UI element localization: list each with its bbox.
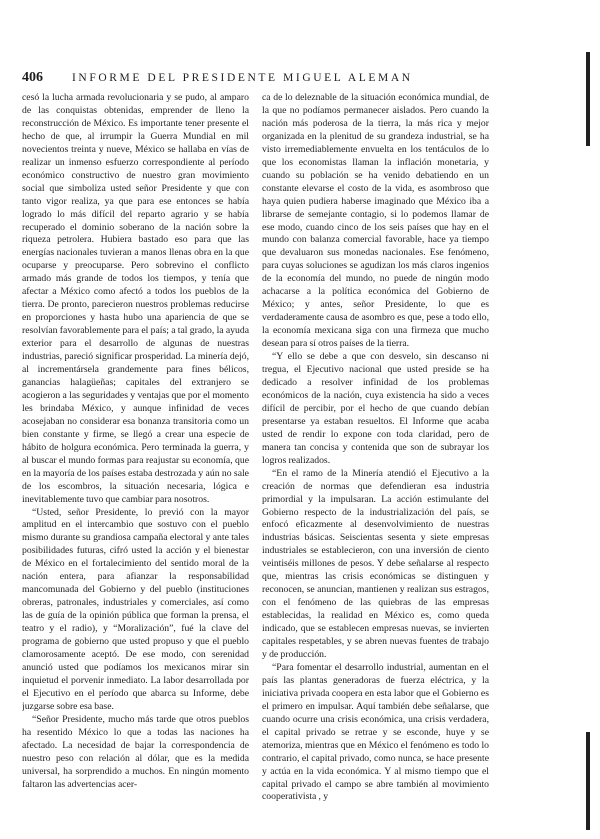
right-paragraph-4: “Para fomentar el desarrollo industrial, aumentan en el país las plantas generadoras de fuerza eléctrica, y la iniciativa privada coopera en esta labor que el Gobierno es el primero en impulsar. Aquí también debe señalarse, que cuando ocurre una crisis económica, una crisis verdadera, el capital privado se retrae y se esconde, huye y se atemoriza, mientras que en México el fenómeno es todo lo contrario, el capital privado, como nunca, se hace presente y actúa en la vida económica. Y al mismo tiempo que el capital privado el campo se abre también al movimiento cooperativista , y xyxy=(262,661,489,803)
right-paragraph-3: “En el ramo de la Minería atendió el Ejecutivo a la creación de normas que defendieran esa industria primordial y la impulsaran. La acción estimulante del Gobierno respecto de la industrialización del país, se enfocó eficazmente al desenvolvimiento de nuestras industrias básicas. Seiscientas sesenta y siete empresas industriales se establecieron, con una inversión de ciento veintiséis millones de pesos. Y debe señalarse al respecto que, mientras las crisis económicas se distinguen y reconocen, se anuncian, mantienen y realizan sus estragos, con el fenómeno de las quiebras de las empresas establecidas, la realidad en México es, como queda indicado, que se establecen empresas nuevas, se invierten capitales respetables, y se abren nuevas fuentes de trabajo y de producción. xyxy=(262,467,489,660)
right-column xyxy=(262,92,489,834)
scan-binding-edge xyxy=(586,52,590,146)
scan-binding-edge-lower xyxy=(586,732,590,830)
page-number: 406 xyxy=(22,70,43,85)
right-paragraph-1: ca de lo deleznable de la situación económica mundial, de la que no podíamos permanecer aislados. Pero cuando la nación más poderosa de la tierra, la más rica y mejor organizada en la plenitud de su grandeza industrial, se ha visto irremediablemente envuelta en los tentáculos de lo que los economistas llaman la inflación monetaria, y cuando su población se ha venido debatiendo en un constante elevarse el costo de la vida, es asombroso que haya quien pudiera haberse imaginado que México iba a librarse de semejante contagio, si lo podemos llamar de ese modo, cuando cinco de los seis países que hay en el mundo con balanza comercial favorable, hace ya tiempo que devaluaron sus monedas nacionales. Ese fenómeno, para cuyas soluciones se agudizan los más claros ingenios de la economía del mundo, no puede de ningún modo achacarse a la política económica del Gobierno de México; y antes, señor Presidente, lo que es verdaderamente causa de asombro es que, pese a todo ello, la economía mexicana siga con una firmeza que mucho desean para sí otros países de la tierra. xyxy=(262,92,489,350)
left-paragraph-1: cesó la lucha armada revolucionaria y se pudo, al amparo de las conquistas obtenidas, emprender de lleno la reconstrucción de México. Es importante tener presente el hecho de que, al irrumpir la Guerra Mundial en mil novecientos treinta y nueve, México se hallaba en vías de realizar un inmenso esfuerzo correspondiente al período económico constructivo de nuestro gran movimiento social que simboliza usted señor Presidente y que con tanto vigor realiza, ya que para ese entonces se había logrado lo más difícil del reparto agrario y se había recuperado el dominio soberano de la nación sobre la riqueza petrolera. Hubiera bastado eso para que las energías nacionales tuvieran a manos llenas obra en la que ocuparse y preocuparse. Pero sobrevino el conflicto armado más grande de todos los tiempos, y tenía que afectar a México como afectó a todos los pueblos de la tierra. De pronto, parecieron nuestros problemas reducirse en proporciones y hasta hubo una apariencia de que se resolvían favorablemente para el país; a tal grado, la ayuda exterior para el desarrollo de algunas de nuestras industrias, pareció significar prosperidad. La minería dejó, al incrementársela grandemente para fines bélicos, ganancias halagüeñas; capitales del extranjero se acogieron a las seguridades y ventajas que por el momento les brindaba México, y aunque infinidad de veces acosejaban no considerar esa bonanza transitoria como un bien constante y firme, se llegó a crear una especie de hábito de holgura económica. Pero terminada la guerra, y al buscar el mundo formas para reajustar su economía, que en la mayoría de los países estaba destrozada y aún no sale de los escombros, la situación necesaria, lógica e inevitablemente tuvo que cambiar para nosotros. xyxy=(22,92,249,505)
left-paragraph-3: “Señor Presidente, mucho más tarde que otros pueblos ha resentido México lo que a todas las naciones ha afectado. La necesidad de bajar la correspondencia de nuestro peso con relación al dólar, que es la medida universal, ha sorprendido a muchos. En ningún momento faltaron las advertencias acer- xyxy=(22,713,249,790)
left-paragraph-2: “Usted, señor Presidente, lo previó con la mayor amplitud en el intercambio que sostuvo con el pueblo mismo durante su grandiosa campaña electoral y ante tales posibilidades futuras, cifró usted la acción y el bienestar de México en el fortalecimiento del sentido moral de la nación entera, para afianzar la responsabilidad mancomunada del Gobierno y del pueblo (instituciones obreras, patronales, industriales y comerciales, así como las de guía de la opinión pública que forman la prensa, el teatro y el radio), y “Moralización”, fué la clave del programa de gobierno que usted propuso y que el pueblo clamorosamente aceptó. De ese modo, con serenidad anunció usted que podíamos los mexicanos mirar sin inquietud el porvenir inmediato. La labor desarrollada por el Ejecutivo en el período que abarca su Informe, debe juzgarse sobre esa base. xyxy=(22,506,249,712)
left-column xyxy=(22,92,249,834)
page-header xyxy=(22,70,492,86)
running-title: INFORME DEL PRESIDENTE MIGUEL ALEMAN xyxy=(72,72,413,84)
right-paragraph-2: “Y ello se debe a que con desvelo, sin descanso ni tregua, el Ejecutivo nacional que usted preside se ha dedicado a resolver infinidad de los problemas económicos de la nación, cuya existencia ha sido a veces difícil de percibir, por el hecho de que cuando debían presentarse ya estaban resueltos. El Informe que acaba usted de rendir lo expone con toda claridad, pero de manera tan concisa y contenida que son de subrayar los logros realizados. xyxy=(262,351,489,466)
